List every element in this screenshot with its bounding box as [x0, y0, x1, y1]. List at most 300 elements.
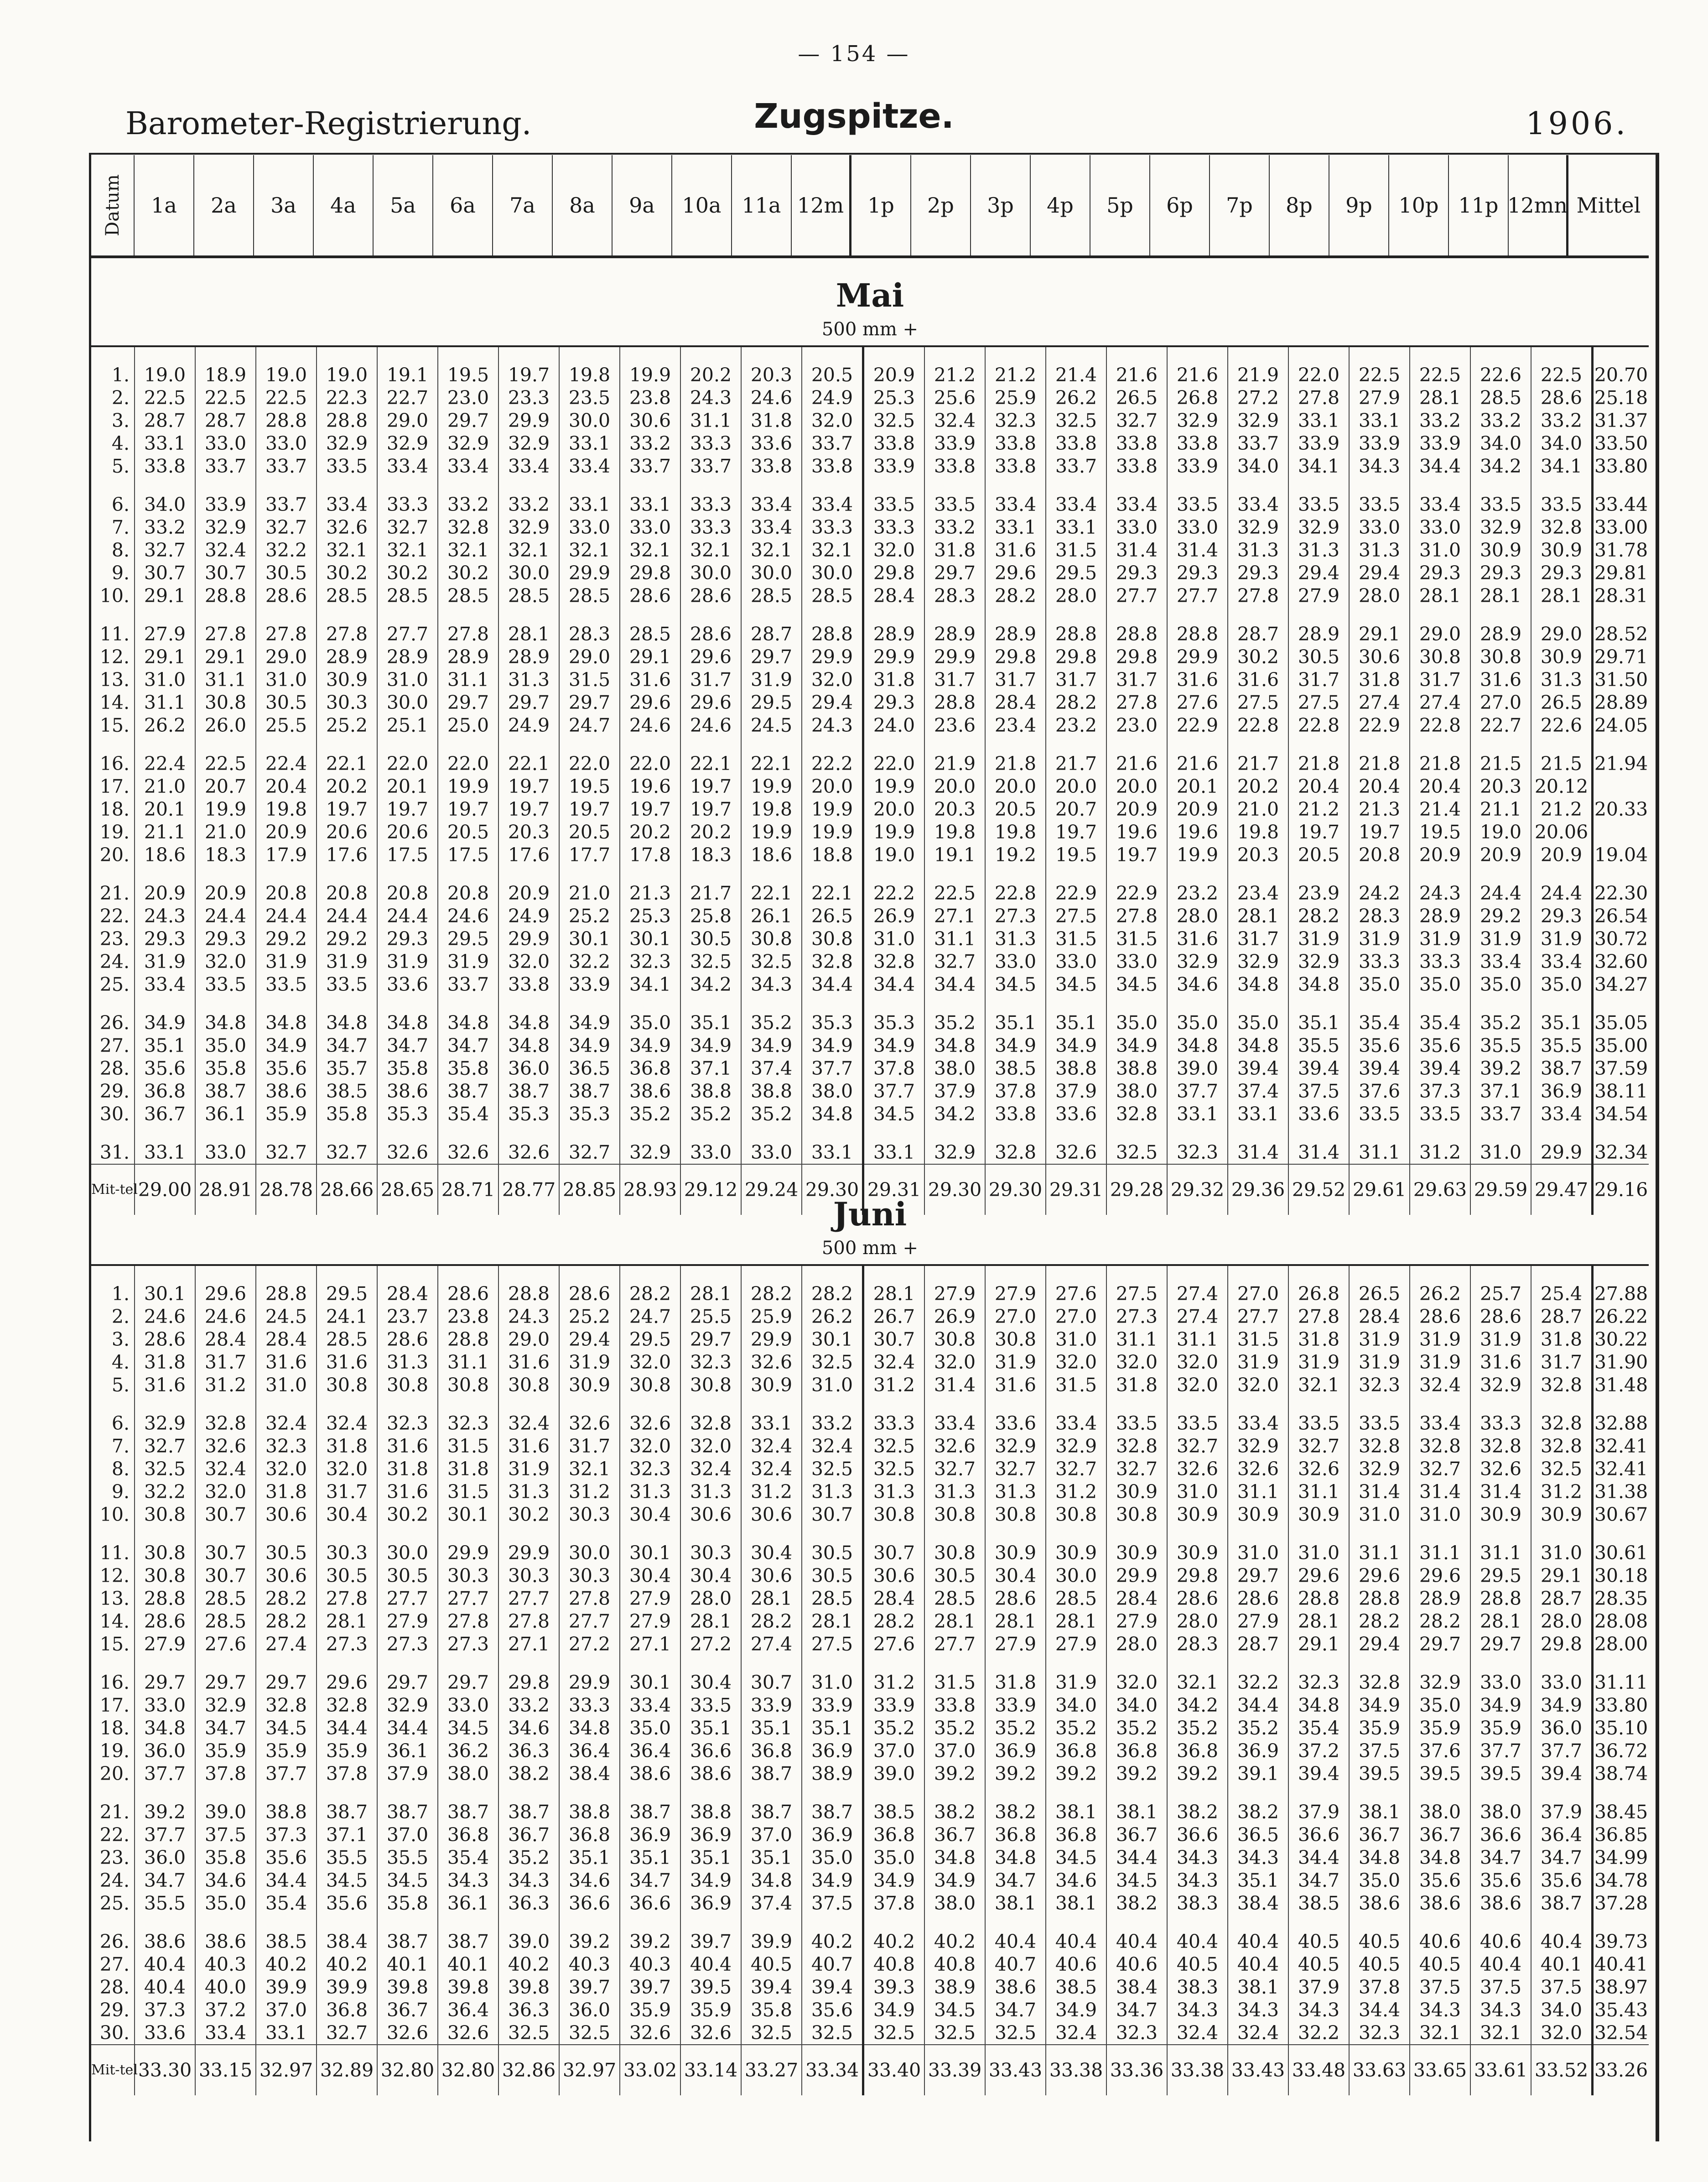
value-cell: 35.6: [317, 1892, 377, 1915]
value-cell: 40.8: [863, 1953, 925, 1976]
value-cell: 31.8: [1349, 668, 1410, 691]
value-cell: 20.0: [985, 775, 1046, 798]
value-cell: 21.8: [1349, 737, 1410, 775]
value-cell: 28.2: [1288, 905, 1349, 927]
value-cell: 20.1: [1167, 775, 1228, 798]
value-cell: 27.2: [1228, 386, 1288, 409]
value-cell: 33.5: [1106, 1396, 1167, 1435]
value-cell: 39.0: [863, 1762, 925, 1785]
value-cell: 28.9: [498, 646, 559, 668]
value-cell: 33.6: [1288, 1103, 1349, 1125]
table-row: [91, 844, 1649, 866]
value-cell: 35.6: [802, 1999, 863, 2021]
value-cell: 32.9: [1288, 516, 1349, 539]
value-cell: 32.0: [195, 1480, 256, 1503]
value-cell: 26.8: [1167, 386, 1228, 409]
value-cell: 32.4: [195, 1458, 256, 1480]
value-cell: 39.9: [741, 1915, 802, 1953]
value-cell: 33.9: [1410, 432, 1470, 455]
value-cell: 34.4: [317, 1717, 377, 1739]
mean-cell: 33.40: [863, 2045, 925, 2095]
value-cell: 34.4: [1228, 1694, 1288, 1717]
value-cell: 39.4: [741, 1976, 802, 1999]
value-cell: 32.4: [863, 1351, 925, 1374]
value-cell: 40.1: [438, 1953, 498, 1976]
value-cell: 28.6: [135, 1610, 195, 1633]
date-cell: 24.: [91, 950, 135, 973]
date-cell: 10.: [91, 1503, 135, 1526]
value-cell: 27.6: [1046, 1266, 1106, 1305]
value-cell: 28.1: [1470, 1610, 1531, 1633]
value-cell: 30.5: [256, 562, 317, 584]
value-cell: 33.6: [135, 2021, 195, 2045]
value-cell: 32.4: [1228, 2021, 1288, 2045]
value-cell: 33.0: [1106, 950, 1167, 973]
value-cell: 39.0: [498, 1915, 559, 1953]
value-cell: 32.6: [741, 1351, 802, 1374]
table-row: [91, 1610, 1649, 1633]
value-cell: 29.4: [1349, 562, 1410, 584]
value-cell: 34.3: [1288, 1999, 1349, 2021]
value-cell: 37.9: [1288, 1976, 1349, 1999]
value-cell: 33.5: [317, 455, 377, 478]
value-cell: 38.7: [377, 1785, 438, 1823]
value-cell: 33.0: [1106, 516, 1167, 539]
value-cell: 37.5: [1470, 1976, 1531, 1999]
section-title: [91, 258, 1649, 347]
table-row: [91, 668, 1649, 691]
value-cell: 24.5: [256, 1305, 317, 1328]
value-cell: 32.3: [1349, 2021, 1410, 2045]
value-cell: 34.4: [1410, 455, 1470, 478]
value-cell: 32.9: [1349, 1458, 1410, 1480]
value-cell: 21.2: [985, 347, 1046, 386]
value-cell: 28.6: [256, 584, 317, 607]
value-cell: 34.8: [135, 1717, 195, 1739]
value-cell: 23.2: [1046, 714, 1106, 737]
value-cell: 35.2: [985, 1717, 1046, 1739]
value-cell: 28.00: [1594, 1633, 1648, 1655]
value-cell: 30.0: [1046, 1564, 1106, 1587]
value-cell: 27.8: [317, 1587, 377, 1610]
value-cell: 33.1: [1349, 409, 1410, 432]
value-cell: 27.3: [1106, 1305, 1167, 1328]
value-cell: 30.8: [741, 927, 802, 950]
value-cell: 36.1: [195, 1103, 256, 1125]
value-cell: 35.3: [498, 1103, 559, 1125]
value-cell: 31.1: [1288, 1480, 1349, 1503]
value-cell: 31.3: [620, 1480, 680, 1503]
value-cell: 32.7: [1046, 1458, 1106, 1480]
value-cell: 33.0: [1349, 516, 1410, 539]
value-cell: 30.5: [1288, 646, 1349, 668]
value-cell: 28.1: [1288, 1610, 1349, 1633]
value-cell: 29.9: [438, 1526, 498, 1564]
value-cell: 19.9: [195, 798, 256, 821]
value-cell: 31.9: [256, 950, 317, 973]
column-header: 5p: [1090, 155, 1150, 255]
mean-cell: 33.43: [985, 2045, 1046, 2095]
date-cell: 25.: [91, 1892, 135, 1915]
value-cell: 33.4: [1531, 950, 1593, 973]
value-cell: 30.3: [680, 1526, 741, 1564]
table-row: [91, 714, 1649, 737]
value-cell: 32.0: [802, 409, 863, 432]
mean-cell: 33.39: [924, 2045, 985, 2095]
value-cell: 36.2: [438, 1739, 498, 1762]
table-row: [91, 1694, 1649, 1717]
value-cell: 32.3: [985, 409, 1046, 432]
value-cell: 29.0: [559, 646, 620, 668]
value-cell: 27.5: [1106, 1266, 1167, 1305]
value-cell: 31.2: [741, 1480, 802, 1503]
value-cell: 34.0: [1046, 1694, 1106, 1717]
value-cell: 28.5: [1046, 1587, 1106, 1610]
value-cell: 32.4: [1167, 2021, 1228, 2045]
value-cell: 32.5: [498, 2021, 559, 2045]
value-cell: 33.2: [1470, 409, 1531, 432]
value-cell: 32.0: [620, 1351, 680, 1374]
date-cell: 20.: [91, 1762, 135, 1785]
value-cell: 39.7: [680, 1915, 741, 1953]
section-title: [91, 1177, 1649, 1266]
value-cell: 35.4: [438, 1103, 498, 1125]
value-cell: 35.9: [680, 1999, 741, 2021]
value-cell: 29.9: [498, 409, 559, 432]
value-cell: 31.1: [1106, 1328, 1167, 1351]
value-cell: 31.3: [498, 1480, 559, 1503]
value-cell: 30.7: [135, 562, 195, 584]
value-cell: 36.7: [377, 1999, 438, 2021]
value-cell: 29.5: [317, 1266, 377, 1305]
value-cell: 30.6: [741, 1503, 802, 1526]
value-cell: 32.1: [1167, 1656, 1228, 1694]
value-cell: 30.9: [1167, 1526, 1228, 1564]
value-cell: 30.5: [256, 691, 317, 714]
value-cell: 27.1: [924, 905, 985, 927]
value-cell: 31.4: [1410, 1480, 1470, 1503]
value-cell: 38.6: [256, 1080, 317, 1103]
value-cell: 32.34: [1594, 1141, 1648, 1163]
value-cell: 36.4: [438, 1999, 498, 2021]
value-cell: 35.5: [317, 1846, 377, 1869]
value-cell: 19.5: [1410, 821, 1470, 844]
value-cell: 28.0: [680, 1587, 741, 1610]
value-cell: 38.4: [1106, 1976, 1167, 1999]
value-cell: 25.2: [559, 905, 620, 927]
value-cell: 29.7: [256, 1656, 317, 1694]
value-cell: 32.5: [924, 2021, 985, 2045]
value-cell: 36.0: [559, 1999, 620, 2021]
value-cell: 33.1: [620, 478, 680, 516]
value-cell: 29.3: [1531, 905, 1593, 927]
value-cell: 34.6: [559, 1869, 620, 1892]
value-cell: 33.4: [741, 516, 802, 539]
table-row: [91, 1953, 1649, 1976]
value-cell: 28.0: [1349, 584, 1410, 607]
value-cell: 31.9: [985, 1351, 1046, 1374]
value-cell: 20.5: [559, 821, 620, 844]
value-cell: 27.7: [924, 1633, 985, 1656]
value-cell: 40.4: [1470, 1953, 1531, 1976]
value-cell: 28.6: [135, 1328, 195, 1351]
value-cell: 27.2: [559, 1633, 620, 1656]
value-cell: 31.0: [1167, 1480, 1228, 1503]
value-cell: 36.85: [1594, 1824, 1648, 1846]
value-cell: 32.6: [620, 1396, 680, 1435]
value-cell: 32.9: [1470, 1374, 1531, 1396]
value-cell: 33.9: [1288, 432, 1349, 455]
value-cell: 22.6: [1470, 347, 1531, 386]
value-cell: 38.5: [1288, 1892, 1349, 1915]
value-cell: 40.5: [1288, 1953, 1349, 1976]
value-cell: 17.6: [498, 844, 559, 866]
value-cell: 32.0: [498, 950, 559, 973]
value-cell: 33.7: [620, 455, 680, 478]
value-cell: 36.9: [1228, 1739, 1288, 1762]
value-cell: 30.4: [317, 1503, 377, 1526]
column-header: 8p: [1270, 155, 1329, 255]
date-cell: 15.: [91, 1633, 135, 1656]
value-cell: 29.5: [1470, 1564, 1531, 1587]
value-cell: 34.0: [1531, 1999, 1593, 2021]
value-cell: 25.6: [924, 386, 985, 409]
value-cell: 24.6: [680, 714, 741, 737]
value-cell: 20.2: [680, 347, 741, 386]
value-cell: 28.1: [1410, 584, 1470, 607]
value-cell: 24.4: [195, 905, 256, 927]
value-cell: 22.5: [924, 866, 985, 905]
value-cell: 19.8: [985, 821, 1046, 844]
value-cell: 33.80: [1594, 455, 1648, 477]
value-cell: 35.2: [1167, 1717, 1228, 1739]
value-cell: 21.3: [620, 866, 680, 905]
value-cell: 32.6: [680, 2021, 741, 2045]
value-cell: 34.3: [741, 973, 802, 996]
value-cell: 29.8: [498, 1656, 559, 1694]
value-cell: 40.4: [1167, 1915, 1228, 1953]
value-cell: 34.9: [620, 1034, 680, 1057]
value-cell: 29.3: [135, 927, 195, 950]
value-cell: 30.5: [256, 1526, 317, 1564]
value-cell: 28.0: [1106, 1633, 1167, 1656]
value-cell: 27.7: [1167, 584, 1228, 607]
value-cell: 35.5: [135, 1892, 195, 1915]
value-cell: 39.8: [438, 1976, 498, 1999]
value-cell: 32.5: [1531, 1458, 1593, 1480]
value-cell: 38.45: [1594, 1801, 1648, 1823]
value-cell: 35.4: [438, 1846, 498, 1869]
value-cell: 21.4: [1410, 798, 1470, 821]
value-cell: 34.0: [135, 478, 195, 516]
value-cell: 31.4: [1106, 539, 1167, 562]
value-cell: 29.5: [620, 1328, 680, 1351]
value-cell: 34.5: [1046, 1846, 1106, 1869]
value-cell: 21.8: [985, 737, 1046, 775]
value-cell: 34.9: [1046, 1034, 1106, 1057]
value-cell: 31.4: [924, 1374, 985, 1396]
value-cell: 32.9: [1410, 1656, 1470, 1694]
mean-cell: 33.02: [620, 2045, 680, 2095]
value-cell: 21.6: [1167, 737, 1228, 775]
value-cell: 31.9: [498, 1458, 559, 1480]
table-row: [91, 1564, 1649, 1587]
value-cell: 29.3: [377, 927, 438, 950]
date-cell: 6.: [91, 478, 135, 516]
value-cell: 33.8: [135, 455, 195, 478]
value-cell: 31.9: [438, 950, 498, 973]
value-cell: 27.4: [1349, 691, 1410, 714]
value-cell: 36.4: [559, 1739, 620, 1762]
table-row: [91, 1526, 1649, 1564]
value-cell: 28.3: [559, 607, 620, 646]
value-cell: 20.4: [1410, 775, 1470, 798]
value-cell: 28.2: [802, 1266, 863, 1305]
value-cell: 34.4: [802, 973, 863, 996]
value-cell: 20.70: [1594, 364, 1648, 386]
value-cell: 28.8: [1046, 607, 1106, 646]
value-cell: 30.8: [620, 1374, 680, 1396]
value-cell: 27.8: [438, 607, 498, 646]
value-cell: 25.9: [741, 1305, 802, 1328]
value-cell: 20.9: [256, 821, 317, 844]
value-cell: 20.7: [1046, 798, 1106, 821]
value-cell: 33.4: [559, 455, 620, 478]
value-cell: 28.52: [1594, 623, 1648, 645]
value-cell: 35.9: [317, 1739, 377, 1762]
value-cell: 40.6: [1410, 1915, 1470, 1953]
column-header: 9p: [1329, 155, 1389, 255]
value-cell: 19.5: [438, 347, 498, 386]
value-cell: 34.9: [680, 1034, 741, 1057]
value-cell: 33.0: [1531, 1656, 1593, 1694]
value-cell: 32.1: [559, 1458, 620, 1480]
value-cell: 32.9: [377, 432, 438, 455]
value-cell: 33.5: [317, 973, 377, 996]
column-header-label: Datum: [102, 174, 123, 236]
value-cell: 28.2: [863, 1610, 925, 1633]
value-cell: 37.3: [256, 1823, 317, 1846]
value-cell: 32.8: [680, 1396, 741, 1435]
value-cell: 35.2: [680, 1103, 741, 1125]
mean-cell: 33.34: [802, 2045, 863, 2095]
value-cell: 32.1: [1288, 1374, 1349, 1396]
value-cell: 33.0: [1470, 1656, 1531, 1694]
value-cell: 28.1: [863, 1266, 925, 1305]
value-cell: 34.5: [317, 1869, 377, 1892]
value-cell: 33.4: [1470, 950, 1531, 973]
value-cell: 33.9: [924, 432, 985, 455]
date-cell: 21.: [91, 866, 135, 905]
table-row: [91, 1503, 1649, 1526]
value-cell: 31.9: [317, 950, 377, 973]
value-cell: 40.4: [1046, 1915, 1106, 1953]
mean-cell: 33.52: [1531, 2045, 1593, 2095]
value-cell: 35.6: [1410, 1869, 1470, 1892]
value-cell: 29.9: [1106, 1564, 1167, 1587]
value-cell: 32.9: [498, 432, 559, 455]
value-cell: 27.3: [438, 1633, 498, 1656]
value-cell: 24.5: [741, 714, 802, 737]
value-cell: 28.1: [741, 1587, 802, 1610]
value-cell: 25.3: [863, 386, 925, 409]
value-cell: 40.4: [135, 1976, 195, 1999]
value-cell: 35.6: [1349, 1034, 1410, 1057]
value-cell: 30.8: [924, 1526, 985, 1564]
value-cell: 29.9: [1167, 646, 1228, 668]
value-cell: 19.8: [741, 798, 802, 821]
value-cell: 32.7: [317, 2021, 377, 2045]
value-cell: 31.0: [1228, 1526, 1288, 1564]
mean-cell: 28.78: [256, 1164, 317, 1215]
value-cell: 28.8: [924, 691, 985, 714]
value-cell: 27.9: [985, 1633, 1046, 1656]
mean-cell: 33.26: [1593, 2045, 1649, 2095]
value-cell: 34.0: [1106, 1694, 1167, 1717]
value-cell: 33.8: [985, 1103, 1046, 1125]
value-cell: 34.5: [438, 1717, 498, 1739]
value-cell: 37.3: [135, 1999, 195, 2021]
value-cell: 19.1: [924, 844, 985, 866]
value-cell: 33.8: [741, 455, 802, 478]
value-cell: 34.8: [317, 996, 377, 1034]
value-cell: 30.9: [317, 668, 377, 691]
value-cell: 32.1: [317, 539, 377, 562]
value-cell: [1593, 775, 1649, 798]
mean-cell: 33.38: [1046, 2045, 1106, 2095]
mean-cell: 33.30: [135, 2045, 195, 2095]
value-cell: 29.7: [924, 562, 985, 584]
value-cell: 19.0: [135, 347, 195, 386]
value-cell: 32.1: [802, 539, 863, 562]
value-cell: 33.7: [1046, 455, 1106, 478]
value-cell: 39.2: [985, 1762, 1046, 1785]
value-cell: 32.9: [317, 432, 377, 455]
date-cell: 17.: [91, 1694, 135, 1717]
value-cell: 24.6: [195, 1305, 256, 1328]
value-cell: 30.72: [1594, 928, 1648, 950]
value-cell: 35.1: [680, 996, 741, 1034]
value-cell: 40.4: [1228, 1953, 1288, 1976]
value-cell: 24.9: [498, 905, 559, 927]
value-cell: 25.8: [680, 905, 741, 927]
value-cell: 33.0: [195, 1125, 256, 1164]
value-cell: 36.6: [1288, 1823, 1349, 1846]
value-cell: 27.0: [1228, 1266, 1288, 1305]
value-cell: 36.9: [680, 1823, 741, 1846]
value-cell: 33.5: [1349, 478, 1410, 516]
value-cell: 39.2: [1470, 1057, 1531, 1080]
value-cell: 33.5: [1531, 478, 1593, 516]
value-cell: 33.1: [1228, 1103, 1288, 1125]
value-cell: 24.3: [802, 714, 863, 737]
value-cell: 40.6: [1470, 1915, 1531, 1953]
value-cell: 32.5: [863, 1435, 925, 1458]
value-cell: 29.8: [985, 646, 1046, 668]
value-cell: 35.9: [195, 1739, 256, 1762]
value-cell: 25.3: [620, 905, 680, 927]
value-cell: 35.6: [256, 1846, 317, 1869]
value-cell: 27.8: [498, 1610, 559, 1633]
value-cell: 38.7: [377, 1915, 438, 1953]
value-cell: 34.0: [1470, 432, 1531, 455]
value-cell: 21.3: [1349, 798, 1410, 821]
value-cell: 25.2: [317, 714, 377, 737]
value-cell: 33.44: [1594, 494, 1648, 516]
date-cell: 22.: [91, 1823, 135, 1846]
value-cell: 21.6: [1106, 737, 1167, 775]
value-cell: 27.8: [559, 1587, 620, 1610]
